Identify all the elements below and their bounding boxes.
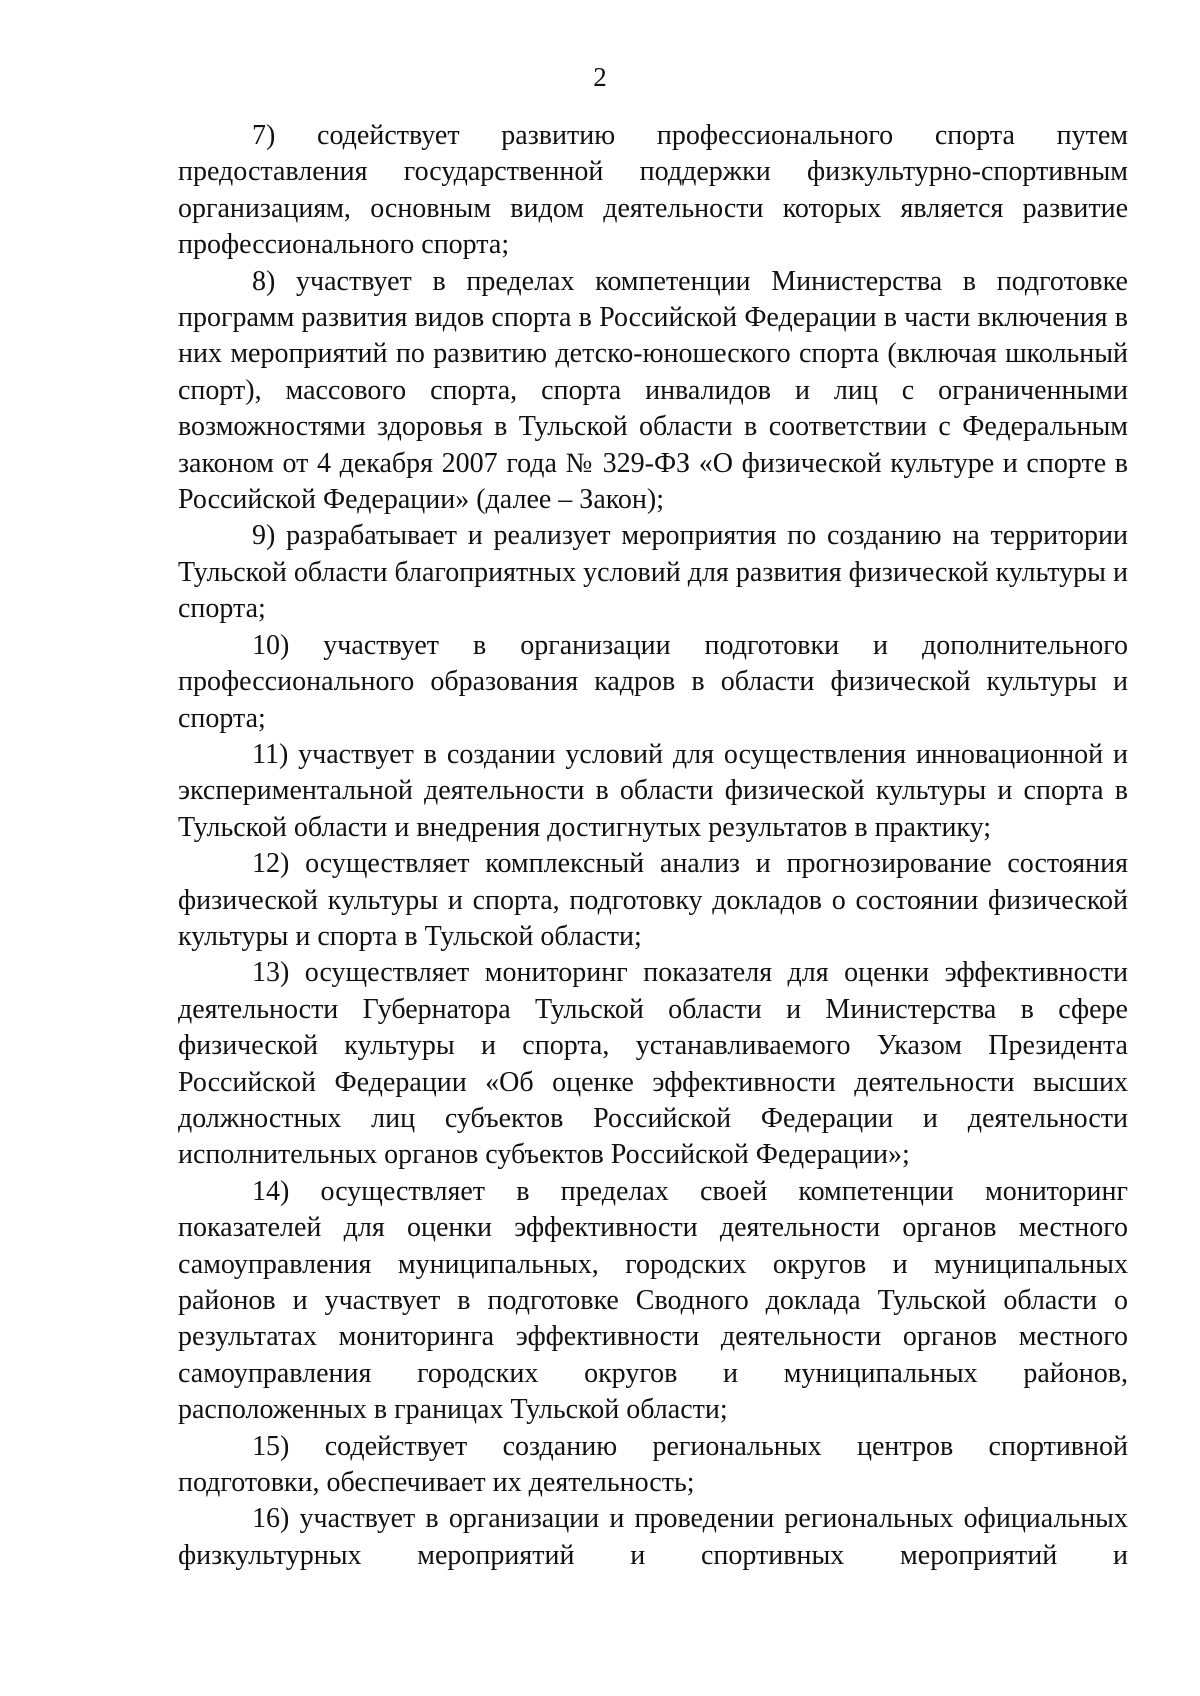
paragraph-item-16: 16) участвует в организации и проведении региональных официальных физкультурных мероприятий и спортивных мероприятий и <box>178 1503 1128 1571</box>
paragraph-item-10: 10) участвует в организации подготовки и дополнительного профессионального образования кадров в области физической культуры и спорта; <box>178 629 1128 734</box>
paragraph-item-14: 14) осуществляет в пределах своей компетенции мониторинг показателей для оценки эффективности деятельности органов местного самоуправления муниципальных, городских округов и муниципальных районов и участвует в подготовке Сводного доклада Тульской области о результатах мониторинга эффективности деятельности органов местного самоуправления городских округов и муниципальных районов, расположенных в границах Тульской области; <box>178 1175 1128 1426</box>
paragraph-item-12: 12) осуществляет комплексный анализ и прогнозирование состояния физической культуры и спорта, подготовку докладов о состоянии физической культуры и спорта в Тульской области; <box>178 848 1128 952</box>
paragraph-item-11: 11) участвует в создании условий для осуществления инновационной и экспериментальной деятельности в области физической культуры и спорта в Тульской области и внедрения достигнутых результатов в практику; <box>178 738 1128 843</box>
paragraph-item-15: 15) содействует созданию региональных центров спортивной подготовки, обеспечивает их деятельность; <box>178 1430 1128 1499</box>
paragraph-item-8: 8) участвует в пределах компетенции Министерства в подготовке программ развития видов спорта в Российской Федерации в части включения в них мероприятий по развитию детско-юношеского спорта (включая школьный спорт), массового спорта, спорта инвалидов и лиц с ограниченными возможностями здоровья в Тульской области в соответствии с Федеральным законом от 4 декабря 2007 года № 329-ФЗ «О физической культуре и спорте в Российской Федерации» (далее – Закон); <box>178 265 1128 516</box>
page-number: 2 <box>593 62 607 92</box>
paragraph-item-7: 7) содействует развитию профессионального спорта путем предоставления государственной поддержки физкультурно-спортивным организациям, основным видом деятельности которых является развитие профессионального спорта; <box>178 120 1128 261</box>
paragraph-item-9: 9) разрабатывает и реализует мероприятия по созданию на территории Тульской области благоприятных условий для развития физической культуры и спорта; <box>178 520 1128 625</box>
document-body <box>178 118 1128 1574</box>
paragraph-item-13: 13) осуществляет мониторинг показателя для оценки эффективности деятельности Губернатора Тульской области и Министерства в сфере физической культуры и спорта, устанавливаемого Указом Президента Российской Федерации «Об оценке эффективности деятельности высших должностных лиц субъектов Российской Федерации и деятельности исполнительных органов субъектов Российской Федерации»; <box>178 957 1128 1171</box>
